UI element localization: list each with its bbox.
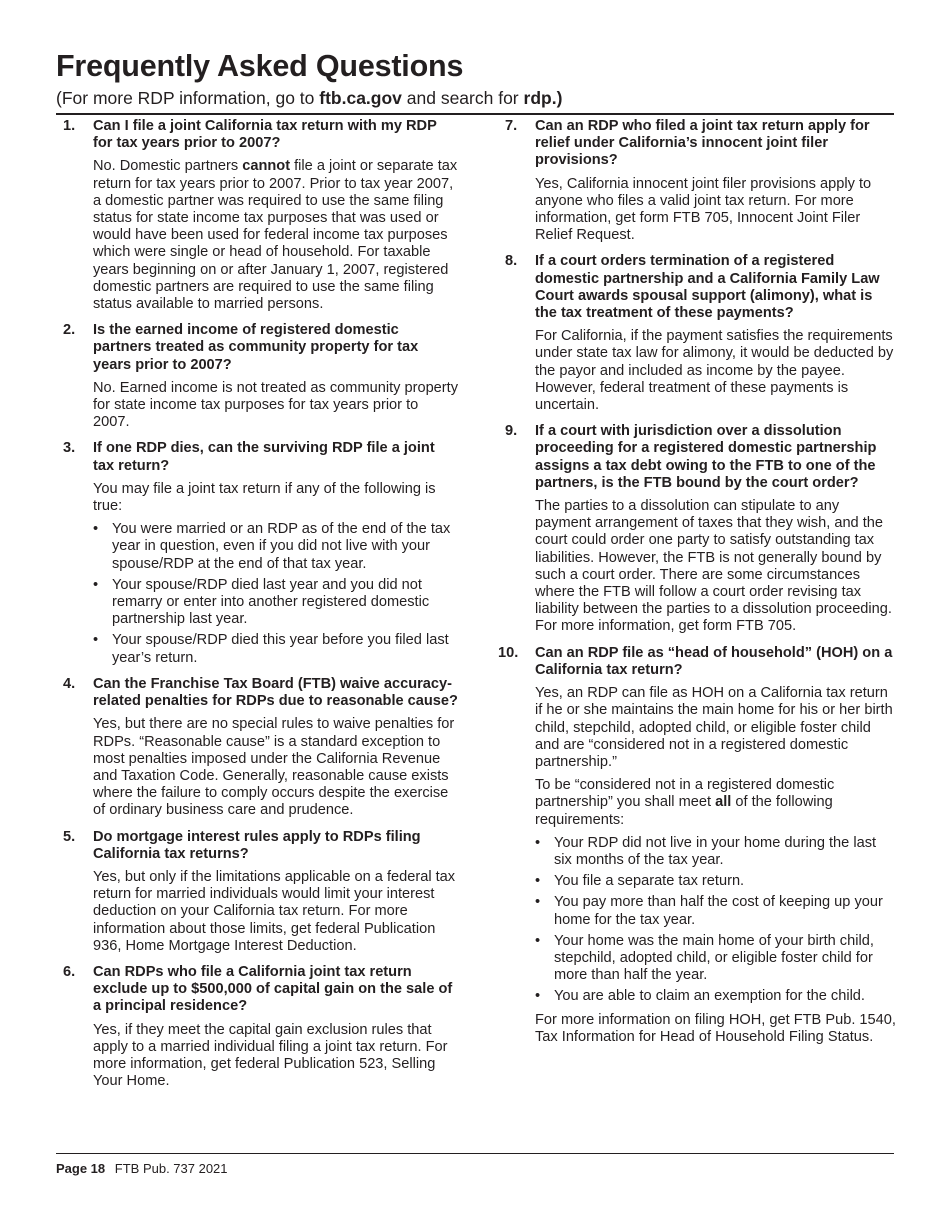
answer-text: Yes, California innocent joint filer provisions apply to anyone who files a valid joint tax return. For more information, get form FTB 705, Innocent Joint Filer Relief Request. (535, 175, 872, 244)
question-text: Can an RDP who filed a joint tax return apply for relief under California’s innocent joint filer provisions? (535, 118, 870, 169)
list-item-text: Your spouse/RDP died last year and you did not remarry or enter into another registered domestic partnership last year. (112, 576, 430, 628)
answer-text: Yes, but only if the limitations applicable on a federal tax return for married individuals would limit your interest deduction on your California tax return. For more information about those limits, get federal Publication 936, Home Mortgage Interest Deduction. (93, 868, 456, 954)
question-number: 5. (63, 828, 76, 845)
question-number: 6. (63, 963, 76, 980)
question-number: 8. (505, 253, 518, 270)
answer-text: The parties to a dissolution can stipulate to any payment arrangement of taxes that they wish, and the court could order one party to satisfy outstanding tax liabilities. However, the FTB is not generally bound by such a court order. There are some circumstances where the FTB will follow a court order revising tax liability between the parties to a dissolution proceeding. For more information, get form FTB 705. (535, 498, 892, 635)
question-text: Can I file a joint California tax return with my RDP for tax years prior to 2007? (93, 118, 437, 152)
list-item (93, 577, 458, 629)
question-text: Can the Franchise Tax Board (FTB) waive accuracy-related penalties for RDPs due to reasonable cause? (93, 675, 458, 710)
list-item-text: You were married or an RDP as of the end of the tax year in question, even if you did not live with your spouse/RDP at the end of that tax year. (112, 521, 451, 572)
page-subtitle (56, 87, 562, 109)
faq-item-3 (56, 440, 458, 666)
list-item (535, 988, 896, 1005)
question-number: 2. (63, 322, 76, 339)
bullet-icon: • (535, 873, 541, 890)
list-item-text: You are able to claim an exemption for the child. (554, 988, 865, 1005)
list-item-text: Your home was the main home of your birth child, stepchild, adopted child, or eligible foster child for more than half the year. (554, 932, 874, 984)
header-divider (56, 113, 894, 115)
faq-item-1 (56, 118, 458, 313)
list-item (93, 632, 458, 666)
list-item (535, 873, 896, 890)
faq-item-2 (56, 322, 458, 431)
question-text: If one RDP dies, can the surviving RDP file a joint tax return? (93, 440, 435, 474)
answer-emphasis: cannot (242, 158, 291, 175)
footer-divider (56, 1153, 894, 1154)
list-item (93, 521, 458, 573)
answer-text: Yes, an RDP can file as HOH on a California tax return if he or she maintains the main home for his or her birth child, stepchild, adopted child, or eligible foster child and are “considered not in a registered domestic partnership.” (535, 685, 893, 770)
bullet-icon: • (93, 576, 99, 593)
question-text: Can RDPs who file a California joint tax return exclude up to $500,000 of capital gain on the sale of a principal residence? (93, 963, 453, 1015)
list-item (535, 835, 896, 869)
question-number: 3. (63, 440, 76, 457)
faq-column-right (498, 118, 896, 1055)
subtitle-text-mid: and search for (401, 88, 524, 108)
search-term: rdp.) (523, 88, 563, 108)
faq-item-10 (498, 645, 896, 1046)
bullet-icon: • (535, 834, 541, 851)
question-number: 10. (498, 644, 519, 661)
question-number: 7. (505, 118, 518, 134)
faq-item-9 (498, 423, 896, 635)
bullet-icon: • (535, 932, 541, 949)
answer-text: For California, if the payment satisfies the requirements under state tax law for alimony, it would be deducted by the payor and included as income by the payee. However, federal treatment of these payments is uncertain. (535, 328, 894, 414)
question-text: If a court with jurisdiction over a dissolution proceeding for a registered domestic partnership assigns a tax debt owing to the FTB to one of the partners, is the FTB bound by the court order? (535, 423, 877, 491)
answer-emphasis: all (715, 794, 732, 811)
question-text: Do mortgage interest rules apply to RDPs filing California tax returns? (93, 828, 421, 862)
faq-item-7 (498, 118, 896, 244)
answer-closing-text: For more information on filing HOH, get FTB Pub. 1540, Tax Information for Head of Household Filing Status. (535, 1011, 896, 1045)
bullet-icon: • (535, 988, 541, 1005)
faq-item-4 (56, 676, 458, 820)
publication-id: FTB Pub. 737 2021 (114, 1161, 228, 1176)
question-text: Can an RDP file as “head of household” (HOH) on a California tax return? (535, 644, 893, 678)
bullet-list (535, 835, 896, 1006)
answer-text: Yes, if they meet the capital gain exclusion rules that apply to a married individual filing a joint tax return. For more information, get federal Publication 523, Selling Your Home. (93, 1021, 448, 1090)
question-number: 4. (63, 675, 76, 692)
answer-text (93, 158, 458, 313)
ftb-website-link[interactable]: ftb.ca.gov (319, 88, 402, 108)
bullet-icon: • (93, 521, 99, 538)
answer-text: You may file a joint tax return if any of the following is true: (93, 480, 436, 515)
answer-text: Yes, but there are no special rules to waive penalties for RDPs. “Reasonable cause” is a standard exception to most penalties imposed under the California Revenue and Taxation Code. Generally, reasonable cause exists where the failure to comply occurs despite the exercise of ordinary business care and prudence. (93, 716, 455, 819)
answer-text-requirements (535, 777, 896, 829)
question-text: Is the earned income of registered domestic partners treated as community property for tax years prior to 2007? (93, 322, 419, 373)
faq-item-8 (498, 253, 896, 414)
faq-item-5 (56, 829, 458, 955)
list-item-text: You file a separate tax return. (554, 873, 745, 890)
answer-text-part: file a joint or separate tax return for tax years prior to 2007. Prior to tax year 2007, a domestic partner was required to use the same filing status for state income tax purposes that was used or would have been used for federal income tax purposes which were single or head of household. For taxable years beginning on or after January 1, 2007, registered domestic partners are required to use the same filing status available to married persons. (93, 158, 458, 313)
page-number: Page 18 (56, 1161, 106, 1176)
page-title: Frequently Asked Questions (56, 49, 464, 83)
question-text: If a court orders termination of a registered domestic partnership and a California Family Law Court awards spousal support (alimony), what is the tax treatment of these payments? (535, 253, 880, 322)
list-item (535, 894, 896, 928)
answer-text-part: of the following requirements: (535, 794, 833, 828)
list-item-text: You pay more than half the cost of keeping up your home for the tax year. (554, 894, 883, 928)
answer-text-part: To be “considered not in a registered domestic partnership” you shall meet (535, 777, 835, 811)
page-footer (56, 1161, 228, 1177)
faq-item-6 (56, 964, 458, 1090)
question-number: 1. (63, 118, 76, 134)
bullet-list (93, 521, 458, 667)
answer-text: No. Earned income is not treated as community property for state income tax purposes for tax years prior to 2007. (93, 379, 459, 431)
bullet-icon: • (535, 894, 541, 911)
faq-column-left (56, 118, 458, 1099)
list-item-text: Your spouse/RDP died this year before you filed last year’s return. (112, 632, 449, 666)
answer-text-part: No. Domestic partners (93, 158, 243, 175)
bullet-icon: • (93, 632, 99, 649)
list-item-text: Your RDP did not live in your home during the last six months of the tax year. (554, 834, 877, 868)
subtitle-text: (For more RDP information, go to (56, 88, 320, 108)
question-number: 9. (505, 423, 518, 440)
list-item (535, 933, 896, 985)
